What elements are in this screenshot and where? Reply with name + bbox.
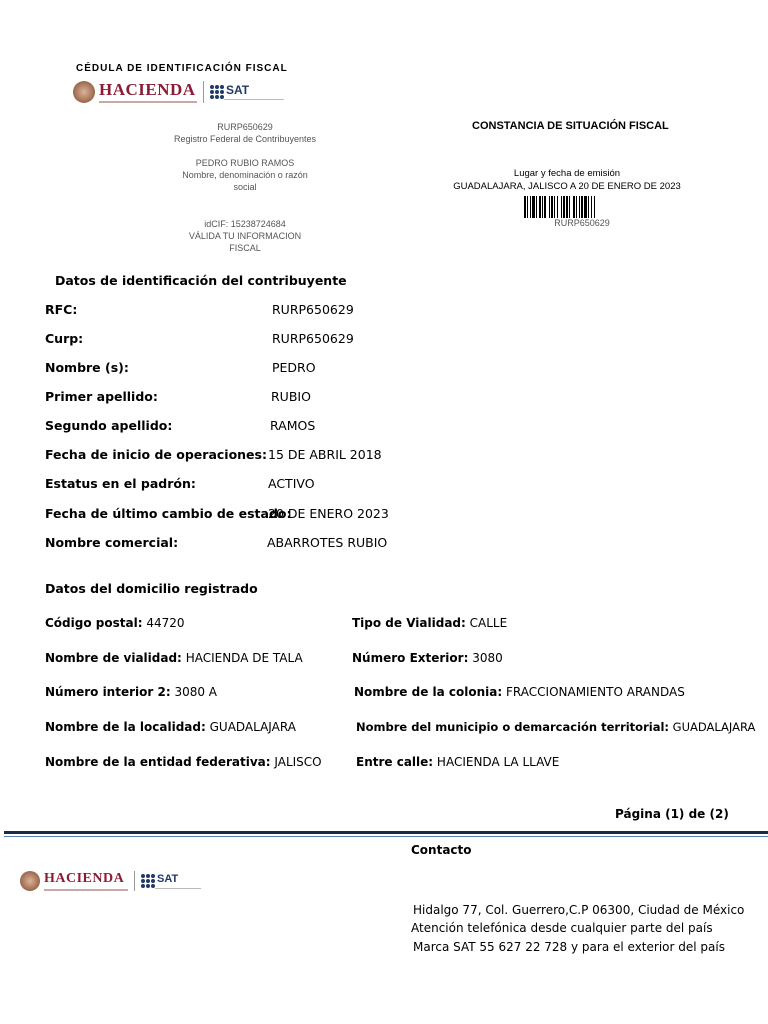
row-value: ACTIVO — [268, 476, 315, 491]
row-label: Estatus en el padrón: — [45, 476, 196, 491]
entidad-federativa: Nombre de la entidad federativa: JALISCO — [45, 755, 322, 769]
valida-line-1: VÁLIDA TU INFORMACION — [188, 231, 302, 241]
row-value: RAMOS — [270, 418, 316, 433]
nombre-vialidad: Nombre de vialidad: HACIENDA DE TALA — [45, 651, 303, 665]
constancia-title: CONSTANCIA DE SITUACIÓN FISCAL — [472, 120, 669, 132]
municipio: Nombre del municipio o demarcación territorial: GUADALAJARA — [356, 720, 756, 734]
barcode-icon — [524, 196, 640, 218]
numero-exterior: Número Exterior: 3080 — [352, 651, 503, 665]
contact-phone-line: Atención telefónica desde cualquier parte del país — [411, 921, 713, 935]
name-value: PEDRO RUBIO RAMOS — [195, 158, 295, 168]
row-label: Curp: — [45, 331, 84, 346]
numero-interior: Número interior 2: 3080 A — [45, 685, 218, 699]
codigo-postal: Código postal: 44720 — [45, 616, 185, 630]
row-value: RURP650629 — [272, 331, 354, 346]
footer-logos — [20, 871, 201, 891]
colonia: Nombre de la colonia: FRACCIONAMIENTO ARANDAS — [354, 685, 685, 699]
name-caption-2: social — [233, 182, 257, 192]
row-label: Fecha de inicio de operaciones: — [45, 447, 267, 462]
sat-dots-icon — [141, 874, 155, 888]
localidad: Nombre de la localidad: GUADALAJARA — [45, 720, 296, 734]
valida-line-2: FISCAL — [229, 243, 261, 253]
row-label: Primer apellido: — [45, 389, 158, 404]
cedula-title: CÉDULA DE IDENTIFICACIÓN FISCAL — [76, 63, 288, 74]
name-caption-1: Nombre, denominación o razón — [182, 170, 308, 180]
row-label: RFC: — [45, 302, 78, 317]
lugar-value: GUADALAJARA, JALISCO A 20 DE ENERO DE 2023 — [453, 181, 681, 192]
row-label: Nombre (s): — [45, 360, 129, 375]
row-value: ABARROTES RUBIO — [267, 535, 388, 550]
entre-calle: Entre calle: HACIENDA LA LLAVE — [356, 755, 560, 769]
footer-divider-accent — [4, 836, 768, 837]
contacto-title: Contacto — [411, 843, 472, 857]
page-number: Página (1) de (2) — [615, 807, 729, 821]
sat-logo-text: SAT — [226, 83, 250, 97]
idcif: idCIF: 15238724684 — [204, 219, 286, 229]
header-logos — [73, 81, 284, 103]
mexico-seal-icon — [73, 81, 95, 103]
row-value: RUBIO — [271, 389, 311, 404]
contact-address: Hidalgo 77, Col. Guerrero,C.P 06300, Ciudad de México — [413, 903, 745, 917]
sat-dots-icon — [210, 85, 224, 99]
domicilio-section-title: Datos del domicilio registrado — [45, 581, 258, 596]
identificacion-section-title: Datos de identificación del contribuyente — [55, 273, 347, 288]
tipo-vialidad: Tipo de Vialidad: CALLE — [352, 616, 508, 630]
rfc-caption: Registro Federal de Contribuyentes — [173, 134, 317, 144]
contact-phone-number: Marca SAT 55 627 22 728 y para el exterior del país — [413, 940, 725, 954]
row-label: Fecha de último cambio de estado: — [45, 506, 292, 521]
row-value: RURP650629 — [272, 302, 354, 317]
row-value: 20 DE ENERO 2023 — [268, 506, 389, 521]
lugar-caption: Lugar y fecha de emisión — [513, 168, 621, 179]
rfc-value: RURP650629 — [217, 122, 273, 132]
row-label: Nombre comercial: — [45, 535, 179, 550]
row-label: Segundo apellido: — [45, 418, 173, 433]
hacienda-logo-text: HACIENDA — [44, 870, 125, 886]
hacienda-logo-text: HACIENDA — [99, 80, 196, 99]
barcode-text: RURP650629 — [554, 218, 610, 228]
row-value: PEDRO — [272, 360, 316, 375]
footer-divider — [4, 831, 768, 834]
mexico-seal-icon — [20, 871, 40, 891]
sat-logo-text: SAT — [157, 872, 179, 885]
row-value: 15 DE ABRIL 2018 — [268, 447, 382, 462]
